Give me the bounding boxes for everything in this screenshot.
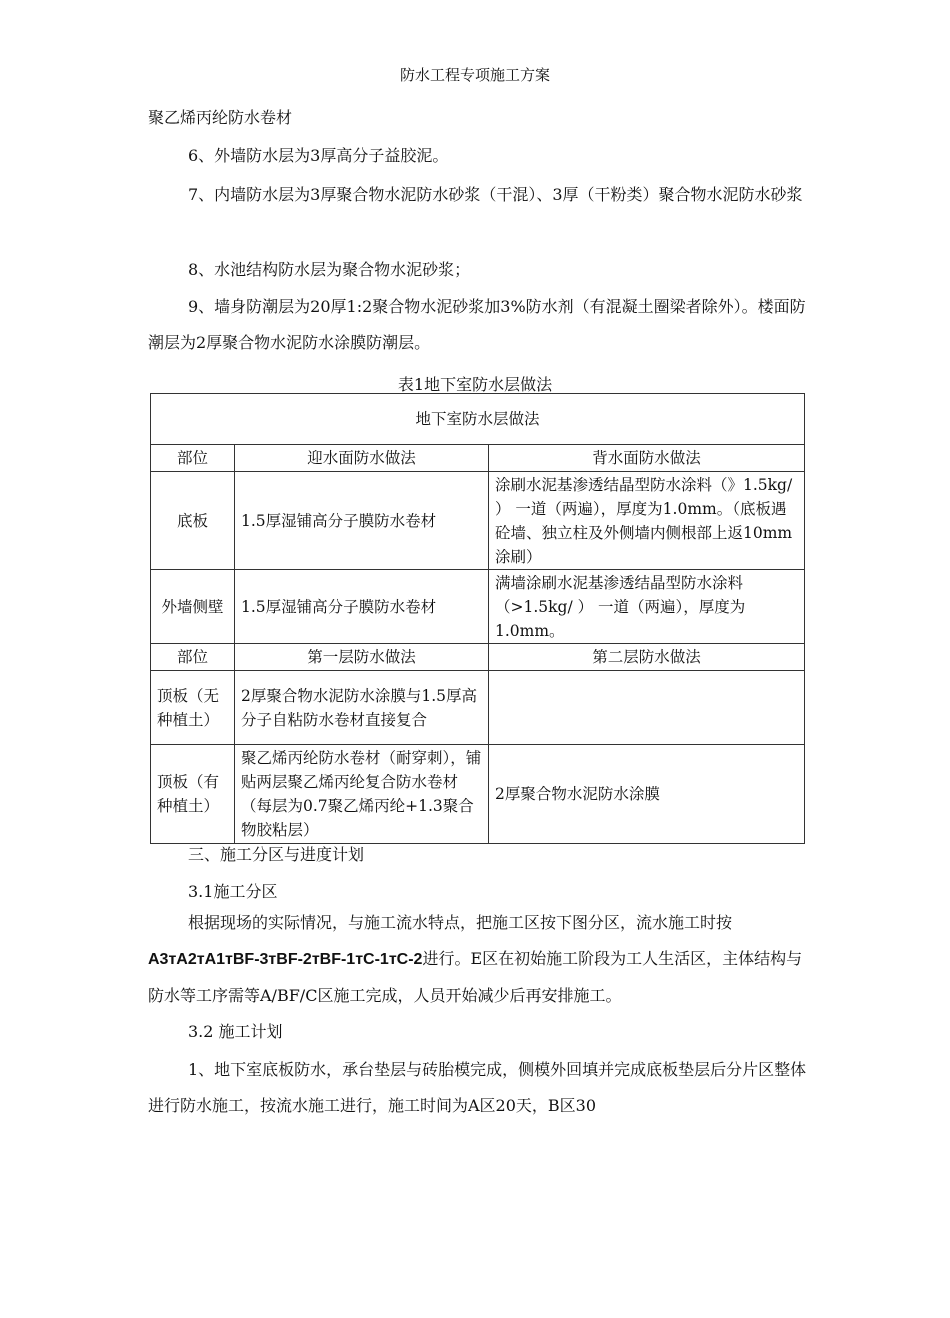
- table-title: 地下室防水层做法: [151, 394, 805, 445]
- subsection-heading: 3.1施工分区: [188, 882, 278, 901]
- zoning-text-a: 根据现场的实际情况，与施工流水特点，把施工区按下图分区，流水施工时按: [188, 913, 733, 932]
- zoning-text-b: 进行。E区在初始施工阶段为工人生活区，主体结构与防水等工序需等A/BF/C区施工完成，人员开始减少后再安排施工。: [148, 949, 803, 1005]
- table-row: [151, 745, 805, 844]
- table-row: [151, 570, 805, 644]
- header-cell: 部位: [151, 445, 235, 472]
- table-row: [151, 671, 805, 745]
- subsection-heading: 3.2 施工计划: [188, 1022, 283, 1041]
- paragraph-plan: 1、地下室底板防水，承台垫层与砖胎模完成，侧模外回填并完成底板垫层后分片区整体进行防水施工，按流水施工进行，施工时间为A区20天，B区30: [148, 1060, 807, 1115]
- table-caption: 表1地下室防水层做法: [397, 375, 553, 394]
- table-cell: 外墙侧壁: [151, 570, 235, 644]
- table-cell: [489, 671, 805, 745]
- paragraph-item-6: 6、外墙防水层为3厚高分子益胶泥。: [188, 146, 449, 165]
- paragraph-item-9: 9、墙身防潮层为20厚1:2聚合物水泥砂浆加3%防水剂（有混凝土圈梁者除外）。楼面防潮层为2厚聚合物水泥防水涂膜防潮层。: [148, 297, 806, 352]
- section-heading: 三、施工分区与进度计划: [188, 845, 365, 864]
- table-title-row: [151, 394, 805, 445]
- table-cell: 涂刷水泥基渗透结晶型防水涂料（》1.5kg/ ） 一道（两遍），厚度为1.0mm。（底板遇砼墙、独立柱及外侧墙内侧根部上返10mm涂刷）: [489, 472, 805, 570]
- page-header: 防水工程专项施工方案: [399, 66, 550, 84]
- paragraph-item-8: 8、水池结构防水层为聚合物水泥砂浆；: [188, 260, 471, 279]
- paragraph-zoning: [148, 905, 808, 1014]
- header-cell: 部位: [151, 644, 235, 671]
- table-cell: 1.5厚湿铺高分子膜防水卷材: [235, 570, 489, 644]
- header-cell: 第二层防水做法: [489, 644, 805, 671]
- paragraph-continuation: 聚乙烯丙纶防水卷材: [148, 108, 293, 127]
- header-cell: 第一层防水做法: [235, 644, 489, 671]
- zoning-sequence: A3тA2тA1тBF-3тBF-2тBF-1тC-1тC-2: [148, 951, 423, 968]
- table-cell: 2厚聚合物水泥防水涂膜: [489, 745, 805, 844]
- table-cell: 满墙涂刷水泥基渗透结晶型防水涂料（>1.5kg/ ） 一道（两遍），厚度为1.0mm。: [489, 570, 805, 644]
- table-cell: 2厚聚合物水泥防水涂膜与1.5厚高分子自粘防水卷材直接复合: [235, 671, 489, 745]
- table-cell: 聚乙烯丙纶防水卷材（耐穿刺），铺贴两层聚乙烯丙纶复合防水卷材（每层为0.7聚乙烯丙纶+1.3聚合物胶粘层）: [235, 745, 489, 844]
- table-cell: 顶板（有种植土）: [151, 745, 235, 844]
- header-cell: 背水面防水做法: [489, 445, 805, 472]
- table-cell: 顶板（无种植土）: [151, 671, 235, 745]
- table-cell: 底板: [151, 472, 235, 570]
- table-header-row: [151, 445, 805, 472]
- table-cell: 1.5厚湿铺高分子膜防水卷材: [235, 472, 489, 570]
- table-row: [151, 472, 805, 570]
- table-header-row: [151, 644, 805, 671]
- waterproof-table: [150, 393, 805, 844]
- paragraph-item-7: 7、内墙防水层为3厚聚合物水泥防水砂浆（干混）、3厚（干粉类）聚合物水泥防水砂浆: [188, 185, 803, 204]
- header-cell: 迎水面防水做法: [235, 445, 489, 472]
